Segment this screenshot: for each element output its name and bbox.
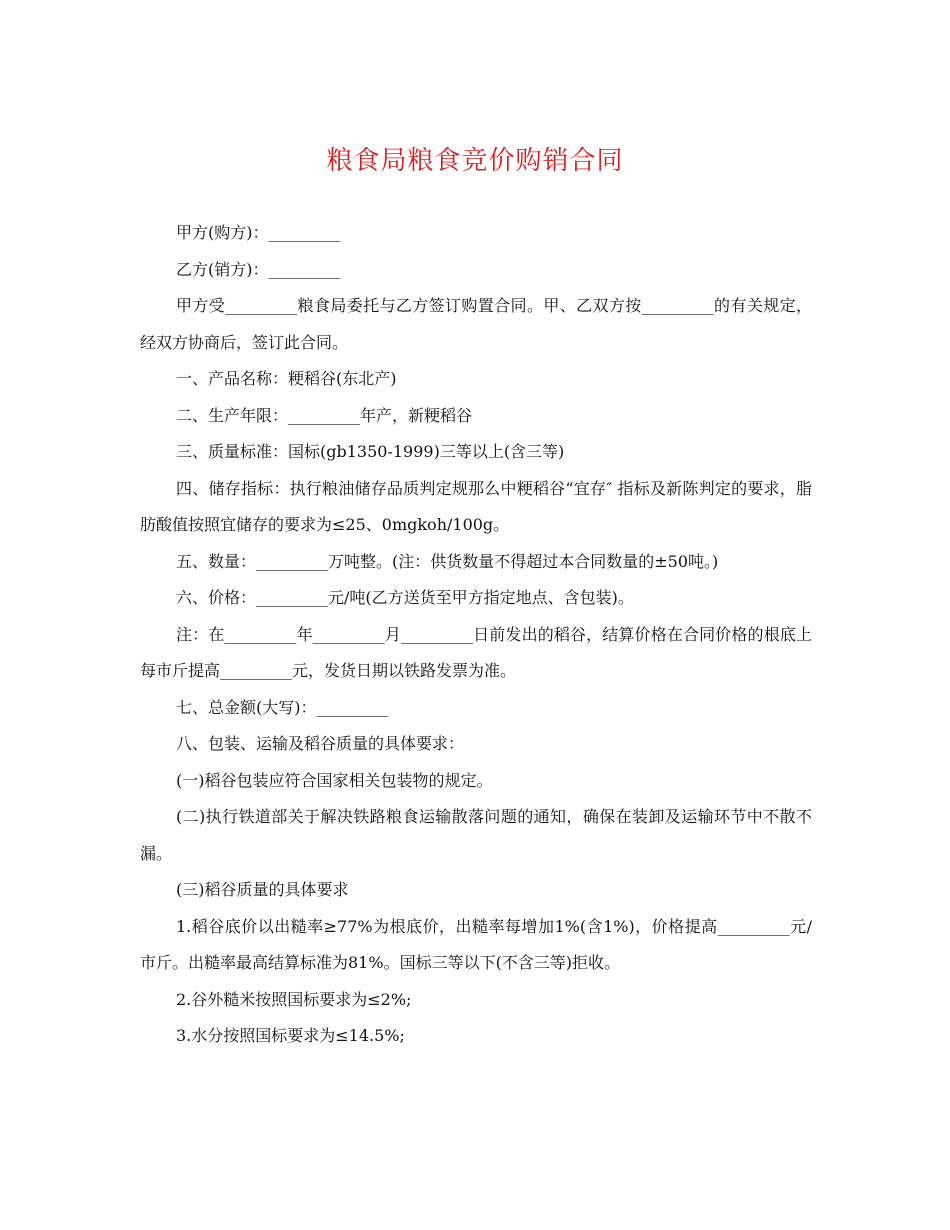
document-body [140,215,812,1055]
clause-storage-index: 四、储存指标：执行粮油储存品质判定规那么中粳稻谷“宜存″ 指标及新陈判定的要求，脂肪酸值按照宜储存的要求为≤25、0mgkoh/100g。 [140,478,812,534]
party-b-line: 乙方(销方)：_________ [176,259,341,279]
party-a-line: 甲方(购方)：_________ [176,223,341,242]
clause-quality-standard: 三、质量标准：国标(gb1350-1999)三等以上(含三等) [176,442,565,461]
quality-item-2: 2.谷外糙米按照国标要求为≤2%; [176,989,412,1009]
quality-item-3: 3.水分按照国标要求为≤14.5%; [176,1026,405,1045]
clause-quantity: 五、数量：_________万吨整。(注：供货数量不得超过本合同数量的±50吨。) [176,551,719,571]
clause-production-year: 二、生产年限：_________年产，新粳稻谷 [176,405,473,425]
clause-packaging-heading: 八、包装、运输及稻谷质量的具体要求： [176,734,465,753]
quality-item-1: 1.稻谷底价以出糙率≥77%为根底价，出糙率每增加1%(含1%)，价格提高_________元/市斤。出糙率最高结算标准为81%。国标三等以下(不含三等)拒收。 [140,916,812,972]
packaging-item-1: (一)稻谷包装应符合国家相关包装物的规定。 [176,770,493,790]
packaging-item-2: (二)执行铁道部关于解决铁路粮食运输散落问题的通知，确保在装卸及运输环节中不散不漏。 [140,807,812,863]
price-note: 注：在_________年_________月_________日前发出的稻谷，结算价格在合同价格的根底上每市斤提高_________元，发货日期以铁路发票为准。 [140,624,812,680]
document-title: 粮食局粮食竞价购销合同 [326,146,624,176]
preamble-paragraph: 甲方受_________粮食局委托与乙方签订购置合同。甲、乙双方按_________的有关规定，经双方协商后，签订此合同。 [140,296,812,352]
clause-product-name: 一、产品名称：粳稻谷(东北产) [176,369,397,388]
quality-requirements-heading: (三)稻谷质量的具体要求 [176,880,349,899]
clause-total-amount: 七、总金额(大写)：_________ [176,697,389,717]
clause-price: 六、价格：_________元/吨(乙方送货至甲方指定地点、含包装)。 [176,588,634,607]
